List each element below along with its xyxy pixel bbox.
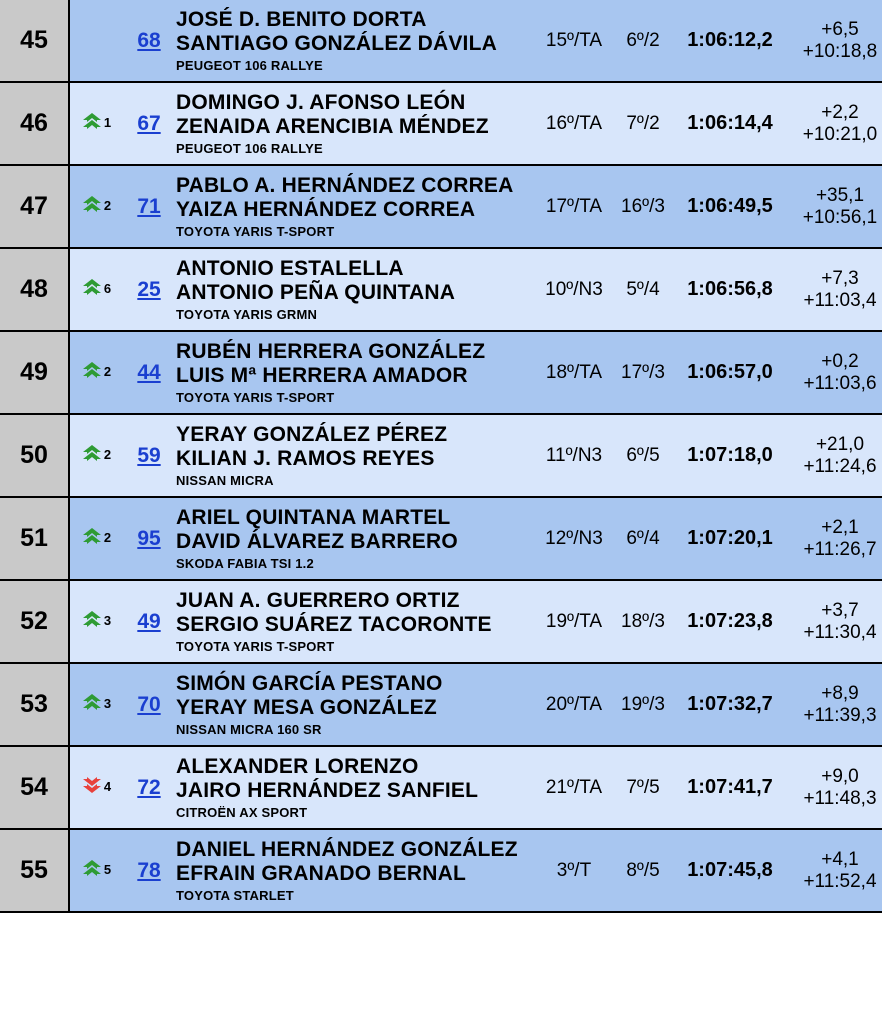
gap-cell bbox=[786, 663, 882, 746]
total-time: 1:06:14,4 bbox=[674, 82, 786, 165]
class-position-secondary: 8º/5 bbox=[612, 829, 674, 912]
trend-cell bbox=[69, 0, 122, 82]
class-position-secondary: 6º/5 bbox=[612, 414, 674, 497]
car-model: TOYOTA YARIS GRMN bbox=[176, 307, 318, 323]
trend-cell bbox=[69, 663, 122, 746]
driver-name: DOMINGO J. AFONSO LEÓN bbox=[176, 91, 466, 115]
position-value: 49 bbox=[20, 358, 48, 387]
car-number-link[interactable]: 25 bbox=[137, 277, 161, 301]
gap-previous: +2,2 bbox=[821, 101, 859, 123]
gap-cell bbox=[786, 497, 882, 580]
crew-cell bbox=[176, 165, 536, 248]
trend-cell bbox=[69, 497, 122, 580]
trend-up-icon bbox=[81, 276, 103, 298]
position-cell bbox=[0, 580, 69, 663]
trend-up-icon bbox=[81, 359, 103, 381]
class-position-primary: 11º/N3 bbox=[536, 414, 612, 497]
trend-count: 6 bbox=[103, 281, 112, 297]
class-position-secondary: 17º/3 bbox=[612, 331, 674, 414]
class-position-secondary: 7º/2 bbox=[612, 82, 674, 165]
car-number-cell[interactable] bbox=[122, 248, 176, 331]
car-number-link[interactable]: 70 bbox=[137, 692, 161, 716]
total-time: 1:07:20,1 bbox=[674, 497, 786, 580]
position-cell bbox=[0, 663, 69, 746]
gap-previous: +35,1 bbox=[815, 184, 865, 206]
class-position-primary: 15º/TA bbox=[536, 0, 612, 82]
gap-leader: +10:56,1 bbox=[802, 206, 878, 228]
crew-cell bbox=[176, 497, 536, 580]
position-value: 52 bbox=[20, 607, 48, 636]
position-value: 53 bbox=[20, 690, 48, 719]
gap-cell bbox=[786, 580, 882, 663]
trend-cell bbox=[69, 165, 122, 248]
car-model: NISSAN MICRA bbox=[176, 473, 274, 489]
position-value: 45 bbox=[20, 26, 48, 55]
total-time: 1:07:32,7 bbox=[674, 663, 786, 746]
gap-previous: +4,1 bbox=[821, 848, 859, 870]
gap-leader: +11:30,4 bbox=[803, 621, 877, 643]
position-value: 54 bbox=[20, 773, 48, 802]
total-time: 1:07:45,8 bbox=[674, 829, 786, 912]
car-model: CITROËN AX SPORT bbox=[176, 805, 308, 821]
gap-previous: +0,2 bbox=[821, 350, 859, 372]
trend-up-icon bbox=[81, 525, 103, 547]
position-cell bbox=[0, 414, 69, 497]
class-position-primary: 3º/T bbox=[536, 829, 612, 912]
class-position-primary: 21º/TA bbox=[536, 746, 612, 829]
crew-cell bbox=[176, 331, 536, 414]
codriver-name: ANTONIO PEÑA QUINTANA bbox=[176, 280, 456, 304]
gap-previous: +8,9 bbox=[821, 682, 859, 704]
trend-cell bbox=[69, 746, 122, 829]
codriver-name: KILIAN J. RAMOS REYES bbox=[176, 446, 435, 470]
gap-leader: +11:39,3 bbox=[803, 704, 877, 726]
car-model: PEUGEOT 106 RALLYE bbox=[176, 141, 323, 157]
table-row bbox=[0, 0, 882, 82]
car-number-link[interactable]: 78 bbox=[137, 858, 161, 882]
gap-cell bbox=[786, 82, 882, 165]
class-position-primary: 20º/TA bbox=[536, 663, 612, 746]
car-model: SKODA FABIA TSI 1.2 bbox=[176, 556, 314, 572]
car-number-cell[interactable] bbox=[122, 829, 176, 912]
trend-count: 4 bbox=[103, 779, 112, 795]
crew-cell bbox=[176, 580, 536, 663]
car-number-link[interactable]: 59 bbox=[137, 443, 161, 467]
position-cell bbox=[0, 497, 69, 580]
crew-cell bbox=[176, 746, 536, 829]
driver-name: RUBÉN HERRERA GONZÁLEZ bbox=[176, 340, 486, 364]
codriver-name: ZENAIDA ARENCIBIA MÉNDEZ bbox=[176, 114, 489, 138]
table-row bbox=[0, 497, 882, 580]
table-row bbox=[0, 165, 882, 248]
trend-cell bbox=[69, 82, 122, 165]
class-position-primary: 12º/N3 bbox=[536, 497, 612, 580]
class-position-secondary: 5º/4 bbox=[612, 248, 674, 331]
car-number-cell[interactable] bbox=[122, 746, 176, 829]
crew-cell bbox=[176, 82, 536, 165]
crew-cell bbox=[176, 663, 536, 746]
total-time: 1:06:57,0 bbox=[674, 331, 786, 414]
car-model: TOYOTA STARLET bbox=[176, 888, 294, 904]
trend-up-icon bbox=[81, 442, 103, 464]
class-position-secondary: 19º/3 bbox=[612, 663, 674, 746]
table-row bbox=[0, 580, 882, 663]
class-position-secondary: 6º/2 bbox=[612, 0, 674, 82]
trend-cell bbox=[69, 580, 122, 663]
position-cell bbox=[0, 82, 69, 165]
car-number-link[interactable]: 49 bbox=[137, 609, 161, 633]
car-model: TOYOTA YARIS T-SPORT bbox=[176, 390, 335, 406]
class-position-primary: 18º/TA bbox=[536, 331, 612, 414]
codriver-name: DAVID ÁLVAREZ BARRERO bbox=[176, 529, 458, 553]
trend-count: 3 bbox=[103, 696, 112, 712]
table-row bbox=[0, 663, 882, 746]
position-value: 50 bbox=[20, 441, 48, 470]
class-position-secondary: 16º/3 bbox=[612, 165, 674, 248]
gap-leader: +10:21,0 bbox=[802, 123, 878, 145]
gap-cell bbox=[786, 0, 882, 82]
gap-previous: +2,1 bbox=[821, 516, 859, 538]
trend-count: 2 bbox=[103, 198, 112, 214]
class-position-primary: 16º/TA bbox=[536, 82, 612, 165]
trend-up-icon bbox=[81, 193, 103, 215]
gap-leader: +11:03,6 bbox=[803, 372, 877, 394]
gap-previous: +21,0 bbox=[815, 433, 865, 455]
driver-name: DANIEL HERNÁNDEZ GONZÁLEZ bbox=[176, 838, 518, 862]
car-number-cell[interactable] bbox=[122, 331, 176, 414]
trend-up-icon bbox=[81, 608, 103, 630]
car-number-link[interactable]: 68 bbox=[137, 28, 161, 52]
table-row bbox=[0, 331, 882, 414]
gap-cell bbox=[786, 414, 882, 497]
codriver-name: SANTIAGO GONZÁLEZ DÁVILA bbox=[176, 31, 497, 55]
class-position-secondary: 6º/4 bbox=[612, 497, 674, 580]
trend-up-icon bbox=[81, 110, 103, 132]
gap-cell bbox=[786, 248, 882, 331]
position-cell bbox=[0, 248, 69, 331]
car-number-link[interactable]: 67 bbox=[137, 111, 161, 135]
car-number-cell[interactable] bbox=[122, 497, 176, 580]
position-cell bbox=[0, 165, 69, 248]
trend-up-icon bbox=[81, 691, 103, 713]
car-number-cell[interactable] bbox=[122, 0, 176, 82]
gap-previous: +3,7 bbox=[821, 599, 859, 621]
gap-cell bbox=[786, 331, 882, 414]
total-time: 1:06:49,5 bbox=[674, 165, 786, 248]
trend-count: 2 bbox=[103, 364, 112, 380]
position-cell bbox=[0, 829, 69, 912]
codriver-name: EFRAIN GRANADO BERNAL bbox=[176, 861, 467, 885]
gap-previous: +6,5 bbox=[821, 18, 859, 40]
driver-name: ALEXANDER LORENZO bbox=[176, 755, 419, 779]
driver-name: ANTONIO ESTALELLA bbox=[176, 257, 404, 281]
class-position-primary: 17º/TA bbox=[536, 165, 612, 248]
table-row bbox=[0, 248, 882, 331]
car-number-link[interactable]: 71 bbox=[137, 194, 161, 218]
car-model: NISSAN MICRA 160 SR bbox=[176, 722, 322, 738]
car-number-cell[interactable] bbox=[122, 165, 176, 248]
driver-name: JUAN A. GUERRERO ORTIZ bbox=[176, 589, 460, 613]
trend-cell bbox=[69, 248, 122, 331]
gap-previous: +9,0 bbox=[821, 765, 859, 787]
car-model: TOYOTA YARIS T-SPORT bbox=[176, 224, 335, 240]
position-value: 55 bbox=[20, 856, 48, 885]
class-position-primary: 19º/TA bbox=[536, 580, 612, 663]
class-position-primary: 10º/N3 bbox=[536, 248, 612, 331]
gap-previous: +7,3 bbox=[821, 267, 859, 289]
position-value: 47 bbox=[20, 192, 48, 221]
trend-count: 1 bbox=[103, 115, 112, 131]
table-row bbox=[0, 82, 882, 165]
table-row bbox=[0, 829, 882, 912]
car-number-link[interactable]: 95 bbox=[137, 526, 161, 550]
position-value: 51 bbox=[20, 524, 48, 553]
total-time: 1:07:41,7 bbox=[674, 746, 786, 829]
driver-name: JOSÉ D. BENITO DORTA bbox=[176, 8, 427, 31]
car-model: PEUGEOT 106 RALLYE bbox=[176, 58, 323, 74]
car-number-cell[interactable] bbox=[122, 82, 176, 165]
crew-cell bbox=[176, 248, 536, 331]
table-row bbox=[0, 746, 882, 829]
trend-count: 2 bbox=[103, 447, 112, 463]
crew-cell bbox=[176, 0, 536, 82]
crew-cell bbox=[176, 829, 536, 912]
driver-name: YERAY GONZÁLEZ PÉREZ bbox=[176, 423, 448, 447]
trend-count: 3 bbox=[103, 613, 112, 629]
gap-cell bbox=[786, 829, 882, 912]
codriver-name: SERGIO SUÁREZ TACORONTE bbox=[176, 612, 492, 636]
trend-cell bbox=[69, 414, 122, 497]
class-position-secondary: 18º/3 bbox=[612, 580, 674, 663]
position-value: 46 bbox=[20, 109, 48, 138]
codriver-name: YERAY MESA GONZÁLEZ bbox=[176, 695, 437, 719]
total-time: 1:06:12,2 bbox=[674, 0, 786, 82]
trend-cell bbox=[69, 331, 122, 414]
car-number-cell[interactable] bbox=[122, 414, 176, 497]
total-time: 1:07:23,8 bbox=[674, 580, 786, 663]
total-time: 1:07:18,0 bbox=[674, 414, 786, 497]
trend-cell bbox=[69, 829, 122, 912]
gap-leader: +11:24,6 bbox=[803, 455, 877, 477]
trend-count: 5 bbox=[103, 862, 112, 878]
codriver-name: LUIS Mª HERRERA AMADOR bbox=[176, 363, 468, 387]
position-cell bbox=[0, 0, 69, 82]
driver-name: SIMÓN GARCÍA PESTANO bbox=[176, 672, 443, 696]
position-cell bbox=[0, 746, 69, 829]
car-number-link[interactable]: 72 bbox=[137, 775, 161, 799]
class-position-secondary: 7º/5 bbox=[612, 746, 674, 829]
position-value: 48 bbox=[20, 275, 48, 304]
gap-leader: +11:48,3 bbox=[803, 787, 877, 809]
total-time: 1:06:56,8 bbox=[674, 248, 786, 331]
position-cell bbox=[0, 331, 69, 414]
car-number-cell[interactable] bbox=[122, 580, 176, 663]
gap-cell bbox=[786, 165, 882, 248]
driver-name: ARIEL QUINTANA MARTEL bbox=[176, 506, 451, 530]
car-number-cell[interactable] bbox=[122, 663, 176, 746]
trend-count: 2 bbox=[103, 530, 112, 546]
gap-leader: +11:52,4 bbox=[803, 870, 877, 892]
crew-cell bbox=[176, 414, 536, 497]
driver-name: PABLO A. HERNÁNDEZ CORREA bbox=[176, 174, 514, 198]
trend-up-icon bbox=[81, 857, 103, 879]
gap-leader: +11:26,7 bbox=[803, 538, 877, 560]
gap-cell bbox=[786, 746, 882, 829]
codriver-name: YAIZA HERNÁNDEZ CORREA bbox=[176, 197, 476, 221]
gap-leader: +11:03,4 bbox=[803, 289, 877, 311]
car-model: TOYOTA YARIS T-SPORT bbox=[176, 639, 335, 655]
trend-down-icon bbox=[81, 774, 103, 796]
codriver-name: JAIRO HERNÁNDEZ SANFIEL bbox=[176, 778, 479, 802]
gap-leader: +10:18,8 bbox=[802, 40, 878, 62]
car-number-link[interactable]: 44 bbox=[137, 360, 161, 384]
table-row bbox=[0, 414, 882, 497]
